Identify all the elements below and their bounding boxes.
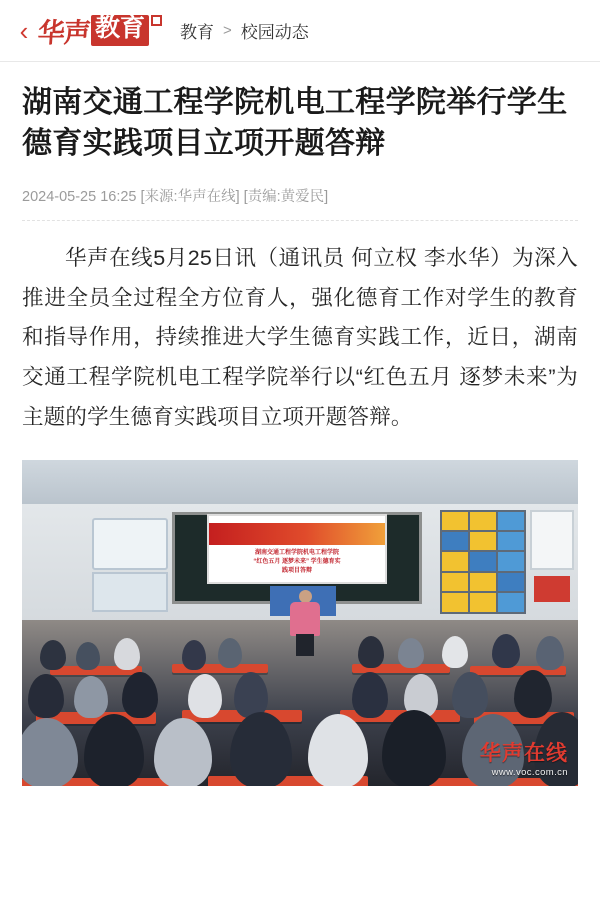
breadcrumb xyxy=(180,18,309,43)
photo-screen-text-line3: 践项目答辩 xyxy=(281,568,312,575)
photo-watermark xyxy=(480,737,568,778)
classroom-presentation-photo xyxy=(22,460,578,786)
photo-wall-panel-left-lower xyxy=(92,572,168,612)
breadcrumb-separator: > xyxy=(223,22,232,39)
chevron-left-icon[interactable]: ‹ xyxy=(19,15,29,46)
breadcrumb-item-education[interactable]: 教育 xyxy=(180,23,215,42)
photo-screen-text-line2: “红色五月 逐梦未来” 学生德育实 xyxy=(253,559,341,566)
brand-text-edu: 教育 xyxy=(91,15,149,45)
article-meta: 2024-05-25 16:25 [来源:华声在线] [责编:黄爱民] xyxy=(22,185,578,221)
photo-screen-text-line1: 湖南交通工程学院机电工程学院 xyxy=(254,550,339,557)
photo-student xyxy=(76,642,100,670)
photo-ceiling xyxy=(22,460,578,506)
breadcrumb-item-campus-news[interactable]: 校园动态 xyxy=(240,23,309,42)
photo-lockers xyxy=(440,510,526,614)
photo-speaker-head xyxy=(299,590,312,603)
square-mark-icon xyxy=(151,15,162,26)
photo-screen-banner xyxy=(209,523,385,545)
top-navigation-bar xyxy=(0,0,600,62)
page-title: 湖南交通工程学院机电工程学院举行学生德育实践项目立项开题答辩 xyxy=(22,86,568,161)
article-paragraph: 华声在线5月25日讯（通讯员 何立权 李水华）为深入推进全员全过程全方位育人，强化德育工作对学生的教育和指导作用，持续推进大学生德育实践工作，近日，湖南交通工程学院机电工程学院举行以“红色五月 逐梦未来”为主题的学生德育实践项目立项开题答辩。 xyxy=(22,245,578,429)
photo-projection-screen xyxy=(207,514,387,584)
brand-text-hua: 华声 xyxy=(36,18,91,48)
photo-speaker-person xyxy=(290,590,320,652)
site-logo[interactable] xyxy=(38,11,162,50)
photo-speaker-legs xyxy=(296,634,314,656)
watermark-logo-text: 华声在线 xyxy=(480,740,568,765)
photo-speaker-torso xyxy=(290,602,320,636)
watermark-url: www.voc.com.cn xyxy=(491,766,568,778)
photo-wall-poster-left xyxy=(92,518,168,570)
photo-fire-box xyxy=(534,576,570,602)
article-body xyxy=(0,82,600,786)
photo-wall-notice-right xyxy=(530,510,574,570)
